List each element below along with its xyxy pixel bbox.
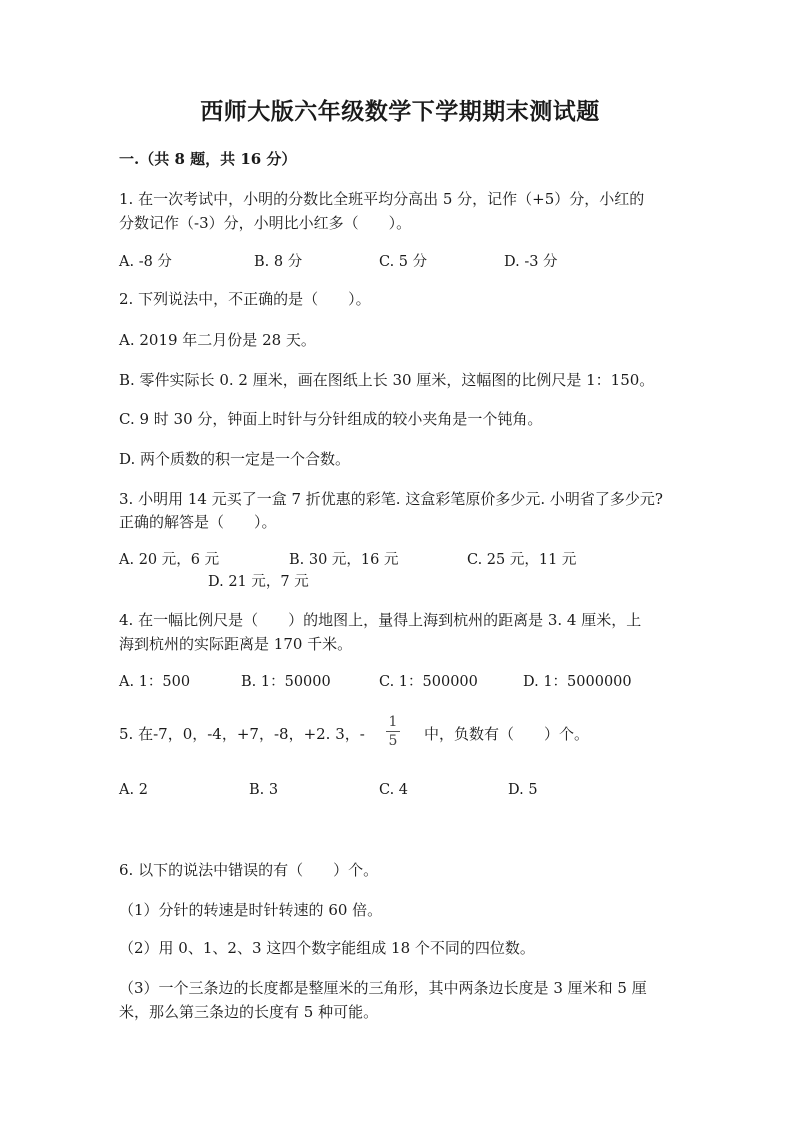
fraction-denominator: 5 (388, 733, 398, 749)
q1-option-d: D. -3 分 (504, 254, 558, 270)
q1-stem-line2: 分数记作（-3）分，小明比小红多（ ）。 (119, 214, 412, 232)
q4-option-a: A. 1：500 (119, 674, 191, 690)
page-title: 西师大版六年级数学下学期期末测试题 (200, 98, 600, 125)
q1-option-b: B. 8 分 (254, 254, 303, 270)
q6-item-3-line1: （3）一个三条边的长度都是整厘米的三角形，其中两条边长度是 3 厘米和 5 厘 (119, 979, 647, 997)
q3-stem-line2: 正确的解答是（ ）。 (119, 513, 277, 531)
q6-stem: 6. 以下的说法中错误的有（ ）个。 (119, 861, 379, 879)
q3-option-c: C. 25 元，11 元 (467, 552, 577, 568)
q1-option-a: A. -8 分 (119, 254, 172, 270)
q4-stem-line1: 4. 在一幅比例尺是（ ）的地图上，量得上海到杭州的距离是 3. 4 厘米，上 (119, 611, 642, 629)
fraction-numerator: 1 (388, 714, 398, 730)
q5-option-a: A. 2 (119, 782, 148, 798)
q6-item-3-line2: 米，那么第三条边的长度有 5 种可能。 (119, 1003, 379, 1021)
fraction-one-fifth (384, 714, 402, 749)
q1-stem-line1: 1. 在一次考试中，小明的分数比全班平均分高出 5 分，记作（+5）分，小红的 (119, 190, 645, 208)
q5-stem-after: 中，负数有（ ）个。 (424, 725, 590, 743)
q2-stem: 2. 下列说法中，不正确的是（ ）。 (119, 290, 371, 308)
q2-option-b: B. 零件实际长 0. 2 厘米，画在图纸上长 30 厘米，这幅图的比例尺是 1：150。 (119, 371, 655, 389)
q4-option-b: B. 1：50000 (241, 674, 331, 690)
q5-option-b: B. 3 (249, 782, 279, 798)
q4-option-c: C. 1：500000 (379, 674, 478, 690)
q5-option-d: D. 5 (508, 782, 538, 798)
q2-option-c: C. 9 时 30 分，钟面上时针与分针组成的较小夹角是一个钝角。 (119, 410, 543, 428)
q4-option-d: D. 1：5000000 (523, 674, 632, 690)
q5-stem-before: 5. 在-7，0，-4，+7，-8，+2. 3，- (119, 725, 365, 743)
q1-option-c: C. 5 分 (379, 254, 428, 270)
q6-item-2: （2）用 0、1、2、3 这四个数字能组成 18 个不同的四位数。 (119, 939, 535, 957)
q5-option-c: C. 4 (379, 782, 409, 798)
q2-option-a: A. 2019 年二月份是 28 天。 (119, 331, 316, 349)
q6-item-1: （1）分针的转速是时针转速的 60 倍。 (119, 901, 383, 919)
section-heading: 一.（共 8 题，共 16 分） (119, 150, 297, 168)
q3-option-d: D. 21 元，7 元 (208, 574, 309, 590)
q3-option-b: B. 30 元，16 元 (289, 552, 399, 568)
q3-option-a: A. 20 元，6 元 (119, 552, 220, 568)
fraction-bar (386, 731, 400, 732)
q3-stem-line1: 3. 小明用 14 元买了一盒 7 折优惠的彩笔. 这盒彩笔原价多少元. 小明省了多少元? (119, 490, 663, 508)
q4-stem-line2: 海到杭州的实际距离是 170 千米。 (119, 635, 353, 653)
q2-option-d: D. 两个质数的积一定是一个合数。 (119, 450, 351, 468)
